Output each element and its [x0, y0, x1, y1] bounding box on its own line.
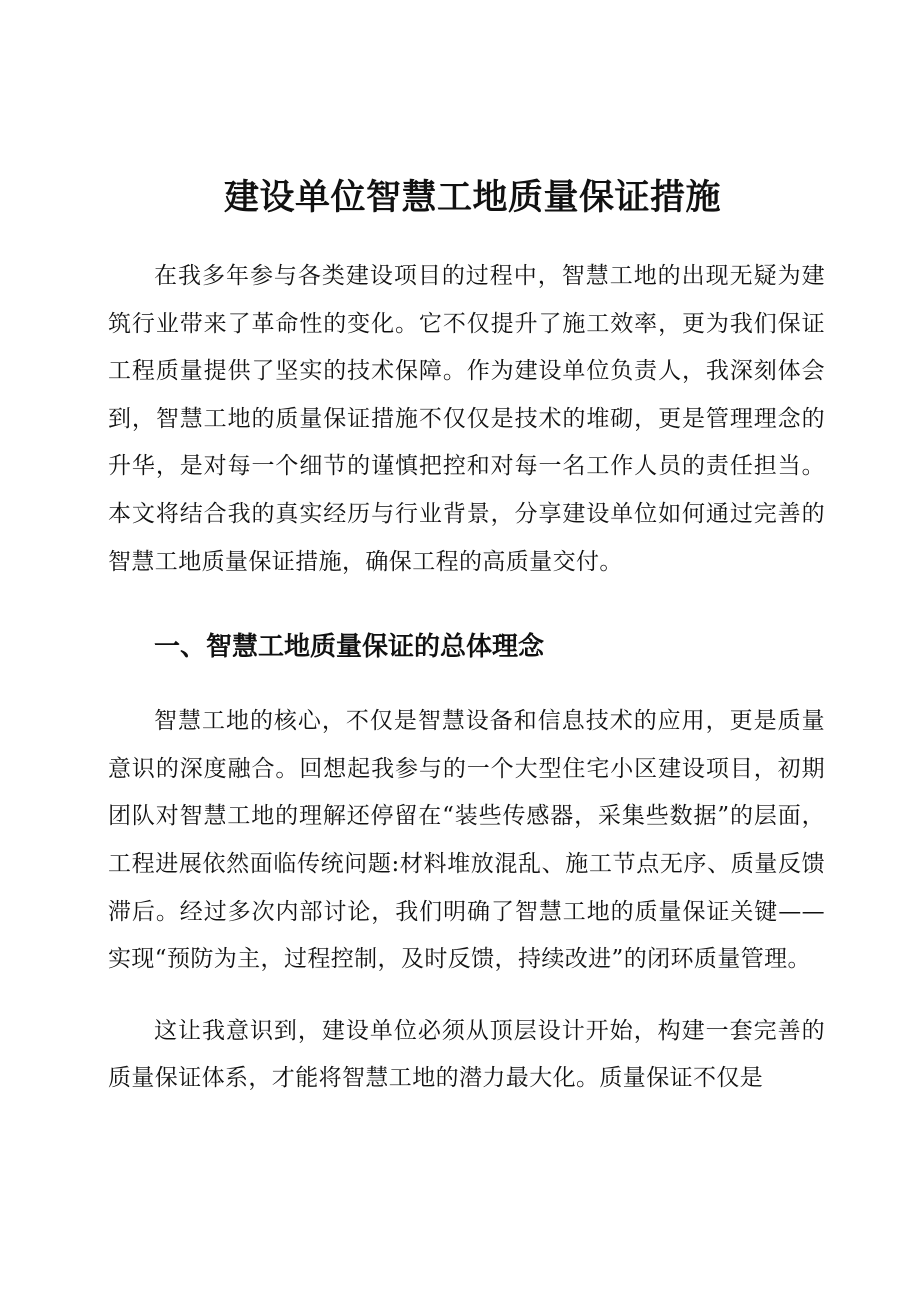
document-title: 建设单位智慧工地质量保证措施 — [223, 178, 721, 218]
section-paragraph-1: 智慧工地的核心，不仅是智慧设备和信息技术的应用，更是质量意识的深度融合。回想起我参与的一个大型住宅小区建设项目，初期团队对智慧工地的理解还停留在“装些传感器，采集些数据”的层面，工程进展依然面临传统问题:材料堆放混乱、施工节点无序、质量反馈滞后。经过多次内部讨论，我们明确了智慧工地的质量保证关键——实现“预防为主，过程控制，及时反馈，持续改进”的闭环质量管理。 — [108, 708, 825, 973]
section-heading: 一、智慧工地质量保证的总体理念 — [154, 632, 545, 663]
intro-paragraph: 在我多年参与各类建设项目的过程中，智慧工地的出现无疑为建筑行业带来了革命性的变化。它不仅提升了施工效率，更为我们保证工程质量提供了坚实的技术保障。作为建设单位负责人，我深刻体会到，智慧工地的质量保证措施不仅仅是技术的堆砌，更是管理理念的升华，是对每一个细节的谨慎把控和对每一名工作人员的责任担当。本文将结合我的真实经历与行业背景，分享建设单位如何通过完善的智慧工地质量保证措施，确保工程的高质量交付。 — [108, 263, 825, 575]
section-paragraph-2: 这让我意识到，建设单位必须从顶层设计开始，构建一套完善的质量保证体系，才能将智慧工地的潜力最大化。质量保证不仅是 — [108, 1017, 825, 1092]
